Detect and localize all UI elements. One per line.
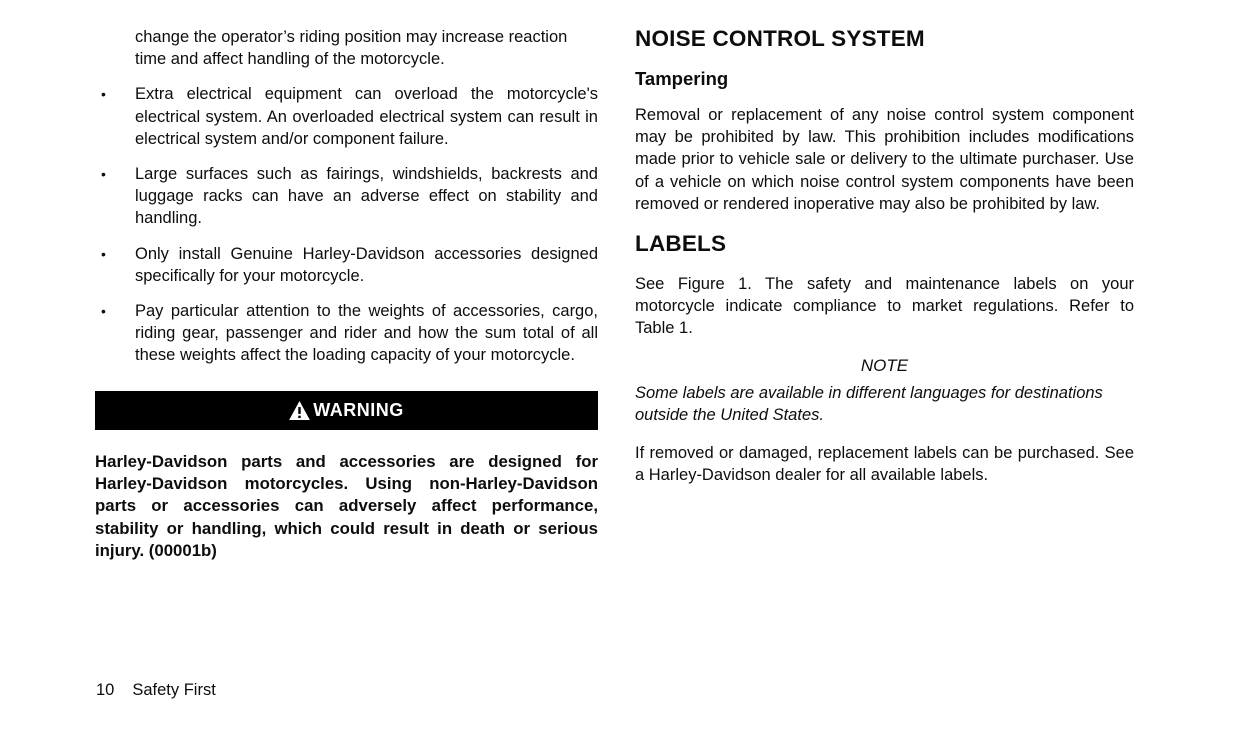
left-column xyxy=(95,26,598,563)
bullet-icon: • xyxy=(101,245,106,262)
warning-banner xyxy=(95,391,598,430)
warning-text: Harley-Davidson parts and accessories are designed for Harley-Davidson motorcycles. Using non-Harley-Davidson parts or accessories can adversely affect performance, stability or handling, which could result in death or serious injury. (00001b) xyxy=(95,451,598,561)
list-item xyxy=(95,163,598,230)
note-label: NOTE xyxy=(860,355,909,375)
warning-triangle-icon xyxy=(289,401,310,420)
list-item xyxy=(95,83,598,150)
bullet-icon: • xyxy=(101,86,106,103)
bullet-icon: • xyxy=(101,303,106,320)
bullet-icon: • xyxy=(101,166,106,183)
list-item xyxy=(95,243,598,287)
tampering-paragraph: Removal or replacement of any noise control system component may be prohibited by law. This prohibition includes modifications made prior to vehicle sale or delivery to the ultimate purchaser. Use of a vehicle on which noise control system components have been removed or rendered inoperative may also be prohibited by law. xyxy=(635,106,1134,213)
footer-section-title: Safety First xyxy=(132,681,216,699)
bullet-text: Pay particular attention to the weights of accessories, cargo, riding gear, passenger and rider and how the sum total of all these weights affect the loading capacity of your motorcycle. xyxy=(135,302,598,365)
bullet-text: Extra electrical equipment can overload the motorcycle's electrical system. An overloaded electrical system can result in electrical system and/or component failure. xyxy=(135,85,598,148)
subsection-heading-tampering: Tampering xyxy=(635,68,729,89)
bullet-text: Large surfaces such as fairings, windshields, backrests and luggage racks can have an adverse effect on stability and handling. xyxy=(135,165,598,228)
right-column xyxy=(635,26,1134,502)
note-paragraph: Some labels are available in different languages for destinations outside the United States. xyxy=(635,383,1103,424)
list-item xyxy=(95,300,598,367)
labels-paragraph-1: See Figure 1. The safety and maintenance labels on your motorcycle indicate compliance to market regulations. Refer to Table 1. xyxy=(635,275,1134,338)
labels-paragraph-2: If removed or damaged, replacement labels can be purchased. See a Harley-Davidson dealer for all available labels. xyxy=(635,444,1134,485)
intro-paragraph: change the operator’s riding position may increase reaction time and affect handling of the motorcycle. xyxy=(135,28,568,69)
warning-label: WARNING xyxy=(313,399,404,420)
page-number: 10 xyxy=(96,681,115,699)
bullet-text: Only install Genuine Harley-Davidson accessories designed specifically for your motorcycle. xyxy=(135,244,598,285)
section-heading-labels: LABELS xyxy=(635,231,727,257)
section-heading-noise-control: NOISE CONTROL SYSTEM xyxy=(635,26,925,51)
page-footer xyxy=(96,681,216,700)
